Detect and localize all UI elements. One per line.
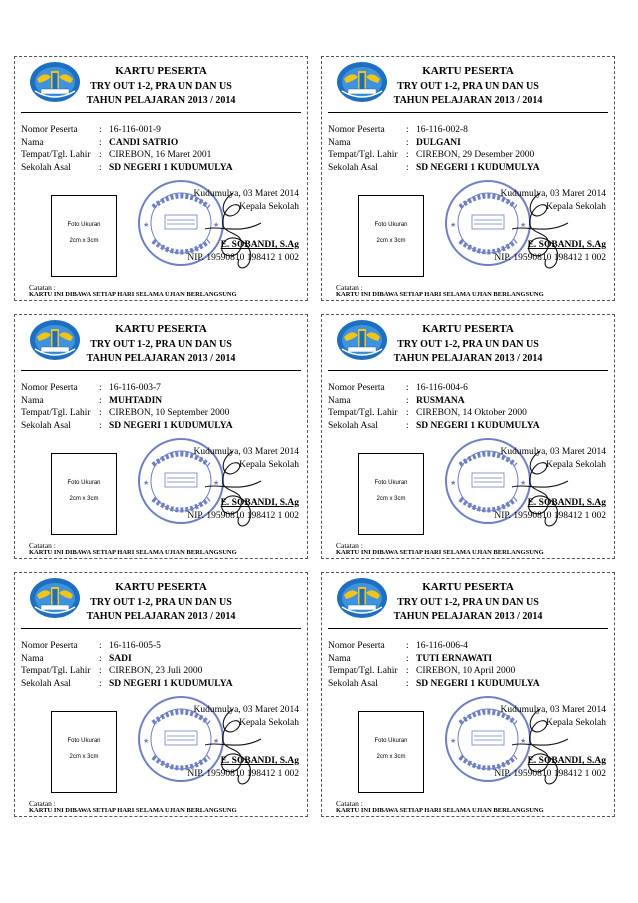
- label-nomor: Nomor Peserta: [21, 383, 78, 393]
- photo-label: Foto Ukuran: [67, 738, 101, 744]
- photo-placeholder: [358, 453, 424, 535]
- value-nomor: 16-116-005-5: [109, 641, 161, 651]
- value-sekolah: SD NEGERI 1 KUDUMULYA: [109, 420, 233, 431]
- divider: [328, 112, 608, 113]
- photo-size: 2cm x 3cm: [69, 238, 99, 244]
- svg-text:★: ★: [520, 737, 527, 745]
- row-ttl: [328, 665, 610, 678]
- row-sekolah: [328, 420, 610, 433]
- row-nama: [328, 653, 610, 666]
- signer-name: E. SOBANDI, S.Ag: [527, 756, 606, 766]
- card-year: TAHUN PELAJARAN 2013 / 2014: [393, 353, 543, 364]
- label-ttl: Tempat/Tgl. Lahir: [21, 408, 91, 418]
- label-nama: Nama: [21, 395, 44, 406]
- participant-card: [321, 56, 615, 301]
- svg-text:★: ★: [143, 737, 150, 745]
- label-nama: Nama: [21, 137, 44, 148]
- participant-info: [21, 640, 303, 690]
- notes-label: Catatan :: [336, 283, 363, 292]
- svg-text:★: ★: [143, 221, 150, 229]
- row-ttl: [21, 407, 303, 420]
- photo-label: Foto Ukuran: [67, 222, 101, 228]
- card-notice: KARTU INI DIBAWA SETIAP HARI SELAMA UJIAN BERLANGSUNG: [336, 549, 544, 556]
- colon: :: [406, 408, 409, 418]
- colon: :: [99, 162, 102, 173]
- photo-label: Foto Ukuran: [67, 480, 101, 486]
- photo-placeholder: [358, 195, 424, 277]
- card-year: TAHUN PELAJARAN 2013 / 2014: [86, 353, 236, 364]
- participant-info: [328, 382, 610, 432]
- value-ttl: CIREBON, 29 Desember 2000: [416, 150, 535, 160]
- value-sekolah: SD NEGERI 1 KUDUMULYA: [416, 420, 540, 431]
- label-ttl: Tempat/Tgl. Lahir: [328, 408, 398, 418]
- value-ttl: CIREBON, 10 September 2000: [109, 408, 230, 418]
- card-notice: KARTU INI DIBAWA SETIAP HARI SELAMA UJIAN BERLANGSUNG: [336, 291, 544, 298]
- value-sekolah: SD NEGERI 1 KUDUMULYA: [109, 678, 233, 689]
- label-nama: Nama: [328, 395, 351, 406]
- row-nama: [21, 395, 303, 408]
- colon: :: [99, 666, 102, 676]
- value-nama: MUHTADIN: [109, 395, 163, 406]
- svg-text:★: ★: [143, 479, 150, 487]
- photo-label: Foto Ukuran: [374, 222, 408, 228]
- photo-size: 2cm x 3cm: [69, 496, 99, 502]
- colon: :: [406, 150, 409, 160]
- colon: :: [99, 150, 102, 160]
- row-ttl: [21, 665, 303, 678]
- svg-text:★: ★: [450, 737, 457, 745]
- card-subtitle: TRY OUT 1-2, PRA UN DAN US: [397, 597, 539, 608]
- row-sekolah: [21, 162, 303, 175]
- svg-text:★: ★: [213, 737, 220, 745]
- colon: :: [99, 137, 102, 148]
- photo-placeholder: [51, 453, 117, 535]
- colon: :: [406, 395, 409, 406]
- photo-placeholder: [358, 711, 424, 793]
- label-nama: Nama: [328, 653, 351, 664]
- card-title: KARTU PESERTA: [115, 65, 207, 77]
- label-sekolah: Sekolah Asal: [21, 420, 71, 431]
- divider: [21, 112, 301, 113]
- photo-placeholder: [51, 195, 117, 277]
- value-ttl: CIREBON, 10 April 2000: [416, 666, 516, 676]
- signer-nip: NIP. 19590810 198412 1 002: [187, 511, 299, 521]
- svg-text:★: ★: [450, 479, 457, 487]
- value-nomor: 16-116-001-9: [109, 125, 161, 135]
- sign-position: Kepala Sekolah: [546, 460, 606, 470]
- row-sekolah: [21, 678, 303, 691]
- colon: :: [406, 125, 409, 135]
- colon: :: [406, 641, 409, 651]
- sign-date: Kudumulya, 03 Maret 2014: [500, 189, 606, 199]
- signer-nip: NIP. 19590810 198412 1 002: [494, 769, 606, 779]
- value-nomor: 16-116-003-7: [109, 383, 161, 393]
- label-sekolah: Sekolah Asal: [328, 678, 378, 689]
- row-nama: [328, 395, 610, 408]
- svg-text:★: ★: [520, 479, 527, 487]
- label-nama: Nama: [21, 653, 44, 664]
- colon: :: [99, 383, 102, 393]
- signer-name: E. SOBANDI, S.Ag: [527, 498, 606, 508]
- colon: :: [99, 408, 102, 418]
- colon: :: [406, 653, 409, 664]
- notes-label: Catatan :: [29, 283, 56, 292]
- divider: [328, 628, 608, 629]
- svg-text:★: ★: [213, 221, 220, 229]
- label-sekolah: Sekolah Asal: [328, 162, 378, 173]
- colon: :: [406, 383, 409, 393]
- svg-text:★: ★: [520, 221, 527, 229]
- svg-text:★: ★: [213, 479, 220, 487]
- card-year: TAHUN PELAJARAN 2013 / 2014: [86, 95, 236, 106]
- card-notice: KARTU INI DIBAWA SETIAP HARI SELAMA UJIAN BERLANGSUNG: [29, 549, 237, 556]
- card-year: TAHUN PELAJARAN 2013 / 2014: [393, 611, 543, 622]
- participant-info: [328, 640, 610, 690]
- colon: :: [99, 678, 102, 689]
- colon: :: [406, 678, 409, 689]
- label-sekolah: Sekolah Asal: [328, 420, 378, 431]
- svg-text:★: ★: [450, 221, 457, 229]
- colon: :: [99, 395, 102, 406]
- colon: :: [406, 137, 409, 148]
- row-nomor: [21, 640, 303, 653]
- label-nomor: Nomor Peserta: [328, 641, 385, 651]
- divider: [21, 370, 301, 371]
- label-ttl: Tempat/Tgl. Lahir: [21, 150, 91, 160]
- card-subtitle: TRY OUT 1-2, PRA UN DAN US: [397, 81, 539, 92]
- photo-size: 2cm x 3cm: [376, 754, 406, 760]
- row-nomor: [328, 382, 610, 395]
- row-ttl: [328, 149, 610, 162]
- card-notice: KARTU INI DIBAWA SETIAP HARI SELAMA UJIAN BERLANGSUNG: [29, 291, 237, 298]
- sign-date: Kudumulya, 03 Maret 2014: [193, 447, 299, 457]
- label-ttl: Tempat/Tgl. Lahir: [328, 150, 398, 160]
- label-ttl: Tempat/Tgl. Lahir: [328, 666, 398, 676]
- row-sekolah: [328, 162, 610, 175]
- label-nomor: Nomor Peserta: [328, 125, 385, 135]
- colon: :: [406, 420, 409, 431]
- label-nomor: Nomor Peserta: [328, 383, 385, 393]
- sign-position: Kepala Sekolah: [239, 718, 299, 728]
- value-nama: RUSMANA: [416, 395, 465, 406]
- value-nama: DULGANI: [416, 137, 461, 148]
- photo-size: 2cm x 3cm: [69, 754, 99, 760]
- signer-name: E. SOBANDI, S.Ag: [527, 240, 606, 250]
- card-subtitle: TRY OUT 1-2, PRA UN DAN US: [397, 339, 539, 350]
- card-notice: KARTU INI DIBAWA SETIAP HARI SELAMA UJIAN BERLANGSUNG: [336, 807, 544, 814]
- signer-nip: NIP. 19590810 198412 1 002: [187, 769, 299, 779]
- colon: :: [406, 666, 409, 676]
- participant-card: [321, 314, 615, 559]
- participant-card: [321, 572, 615, 817]
- label-nomor: Nomor Peserta: [21, 641, 78, 651]
- card-year: TAHUN PELAJARAN 2013 / 2014: [393, 95, 543, 106]
- notes-label: Catatan :: [336, 799, 363, 808]
- value-ttl: CIREBON, 16 Maret 2001: [109, 150, 212, 160]
- sign-position: Kepala Sekolah: [546, 718, 606, 728]
- signer-nip: NIP. 19590810 198412 1 002: [494, 511, 606, 521]
- sign-position: Kepala Sekolah: [546, 202, 606, 212]
- label-ttl: Tempat/Tgl. Lahir: [21, 666, 91, 676]
- value-ttl: CIREBON, 14 Oktober 2000: [416, 408, 527, 418]
- row-ttl: [21, 149, 303, 162]
- colon: :: [99, 653, 102, 664]
- row-ttl: [328, 407, 610, 420]
- notes-label: Catatan :: [29, 541, 56, 550]
- label-sekolah: Sekolah Asal: [21, 162, 71, 173]
- participant-info: [21, 124, 303, 174]
- sign-position: Kepala Sekolah: [239, 460, 299, 470]
- card-notice: KARTU INI DIBAWA SETIAP HARI SELAMA UJIAN BERLANGSUNG: [29, 807, 237, 814]
- value-ttl: CIREBON, 23 Juli 2000: [109, 666, 203, 676]
- sign-date: Kudumulya, 03 Maret 2014: [193, 705, 299, 715]
- value-sekolah: SD NEGERI 1 KUDUMULYA: [416, 162, 540, 173]
- card-title: KARTU PESERTA: [422, 581, 514, 593]
- card-title: KARTU PESERTA: [115, 581, 207, 593]
- card-subtitle: TRY OUT 1-2, PRA UN DAN US: [90, 597, 232, 608]
- card-title: KARTU PESERTA: [422, 323, 514, 335]
- row-nomor: [21, 124, 303, 137]
- notes-label: Catatan :: [336, 541, 363, 550]
- participant-card: [14, 314, 308, 559]
- colon: :: [406, 162, 409, 173]
- row-nomor: [328, 640, 610, 653]
- photo-label: Foto Ukuran: [374, 738, 408, 744]
- row-sekolah: [328, 678, 610, 691]
- notes-label: Catatan :: [29, 799, 56, 808]
- divider: [328, 370, 608, 371]
- divider: [21, 628, 301, 629]
- card-title: KARTU PESERTA: [422, 65, 514, 77]
- photo-size: 2cm x 3cm: [376, 496, 406, 502]
- photo-placeholder: [51, 711, 117, 793]
- participant-card: [14, 572, 308, 817]
- signer-name: E. SOBANDI, S.Ag: [220, 756, 299, 766]
- card-title: KARTU PESERTA: [115, 323, 207, 335]
- photo-size: 2cm x 3cm: [376, 238, 406, 244]
- row-nomor: [328, 124, 610, 137]
- sign-date: Kudumulya, 03 Maret 2014: [500, 705, 606, 715]
- value-sekolah: SD NEGERI 1 KUDUMULYA: [416, 678, 540, 689]
- card-year: TAHUN PELAJARAN 2013 / 2014: [86, 611, 236, 622]
- signer-nip: NIP. 19590810 198412 1 002: [187, 253, 299, 263]
- value-nomor: 16-116-002-8: [416, 125, 468, 135]
- row-nomor: [21, 382, 303, 395]
- colon: :: [99, 125, 102, 135]
- label-nama: Nama: [328, 137, 351, 148]
- row-sekolah: [21, 420, 303, 433]
- label-nomor: Nomor Peserta: [21, 125, 78, 135]
- label-sekolah: Sekolah Asal: [21, 678, 71, 689]
- value-nama: TUTI ERNAWATI: [416, 653, 493, 664]
- value-sekolah: SD NEGERI 1 KUDUMULYA: [109, 162, 233, 173]
- signer-name: E. SOBANDI, S.Ag: [220, 498, 299, 508]
- participant-info: [328, 124, 610, 174]
- row-nama: [328, 137, 610, 150]
- row-nama: [21, 653, 303, 666]
- photo-label: Foto Ukuran: [374, 480, 408, 486]
- participant-info: [21, 382, 303, 432]
- sign-date: Kudumulya, 03 Maret 2014: [193, 189, 299, 199]
- colon: :: [99, 641, 102, 651]
- row-nama: [21, 137, 303, 150]
- signer-name: E. SOBANDI, S.Ag: [220, 240, 299, 250]
- signer-nip: NIP. 19590810 198412 1 002: [494, 253, 606, 263]
- sign-date: Kudumulya, 03 Maret 2014: [500, 447, 606, 457]
- participant-card: [14, 56, 308, 301]
- value-nama: SADI: [109, 653, 132, 664]
- value-nomor: 16-116-006-4: [416, 641, 468, 651]
- value-nomor: 16-116-004-6: [416, 383, 468, 393]
- sign-position: Kepala Sekolah: [239, 202, 299, 212]
- value-nama: CANDI SATRIO: [109, 137, 179, 148]
- colon: :: [99, 420, 102, 431]
- card-subtitle: TRY OUT 1-2, PRA UN DAN US: [90, 339, 232, 350]
- card-subtitle: TRY OUT 1-2, PRA UN DAN US: [90, 81, 232, 92]
